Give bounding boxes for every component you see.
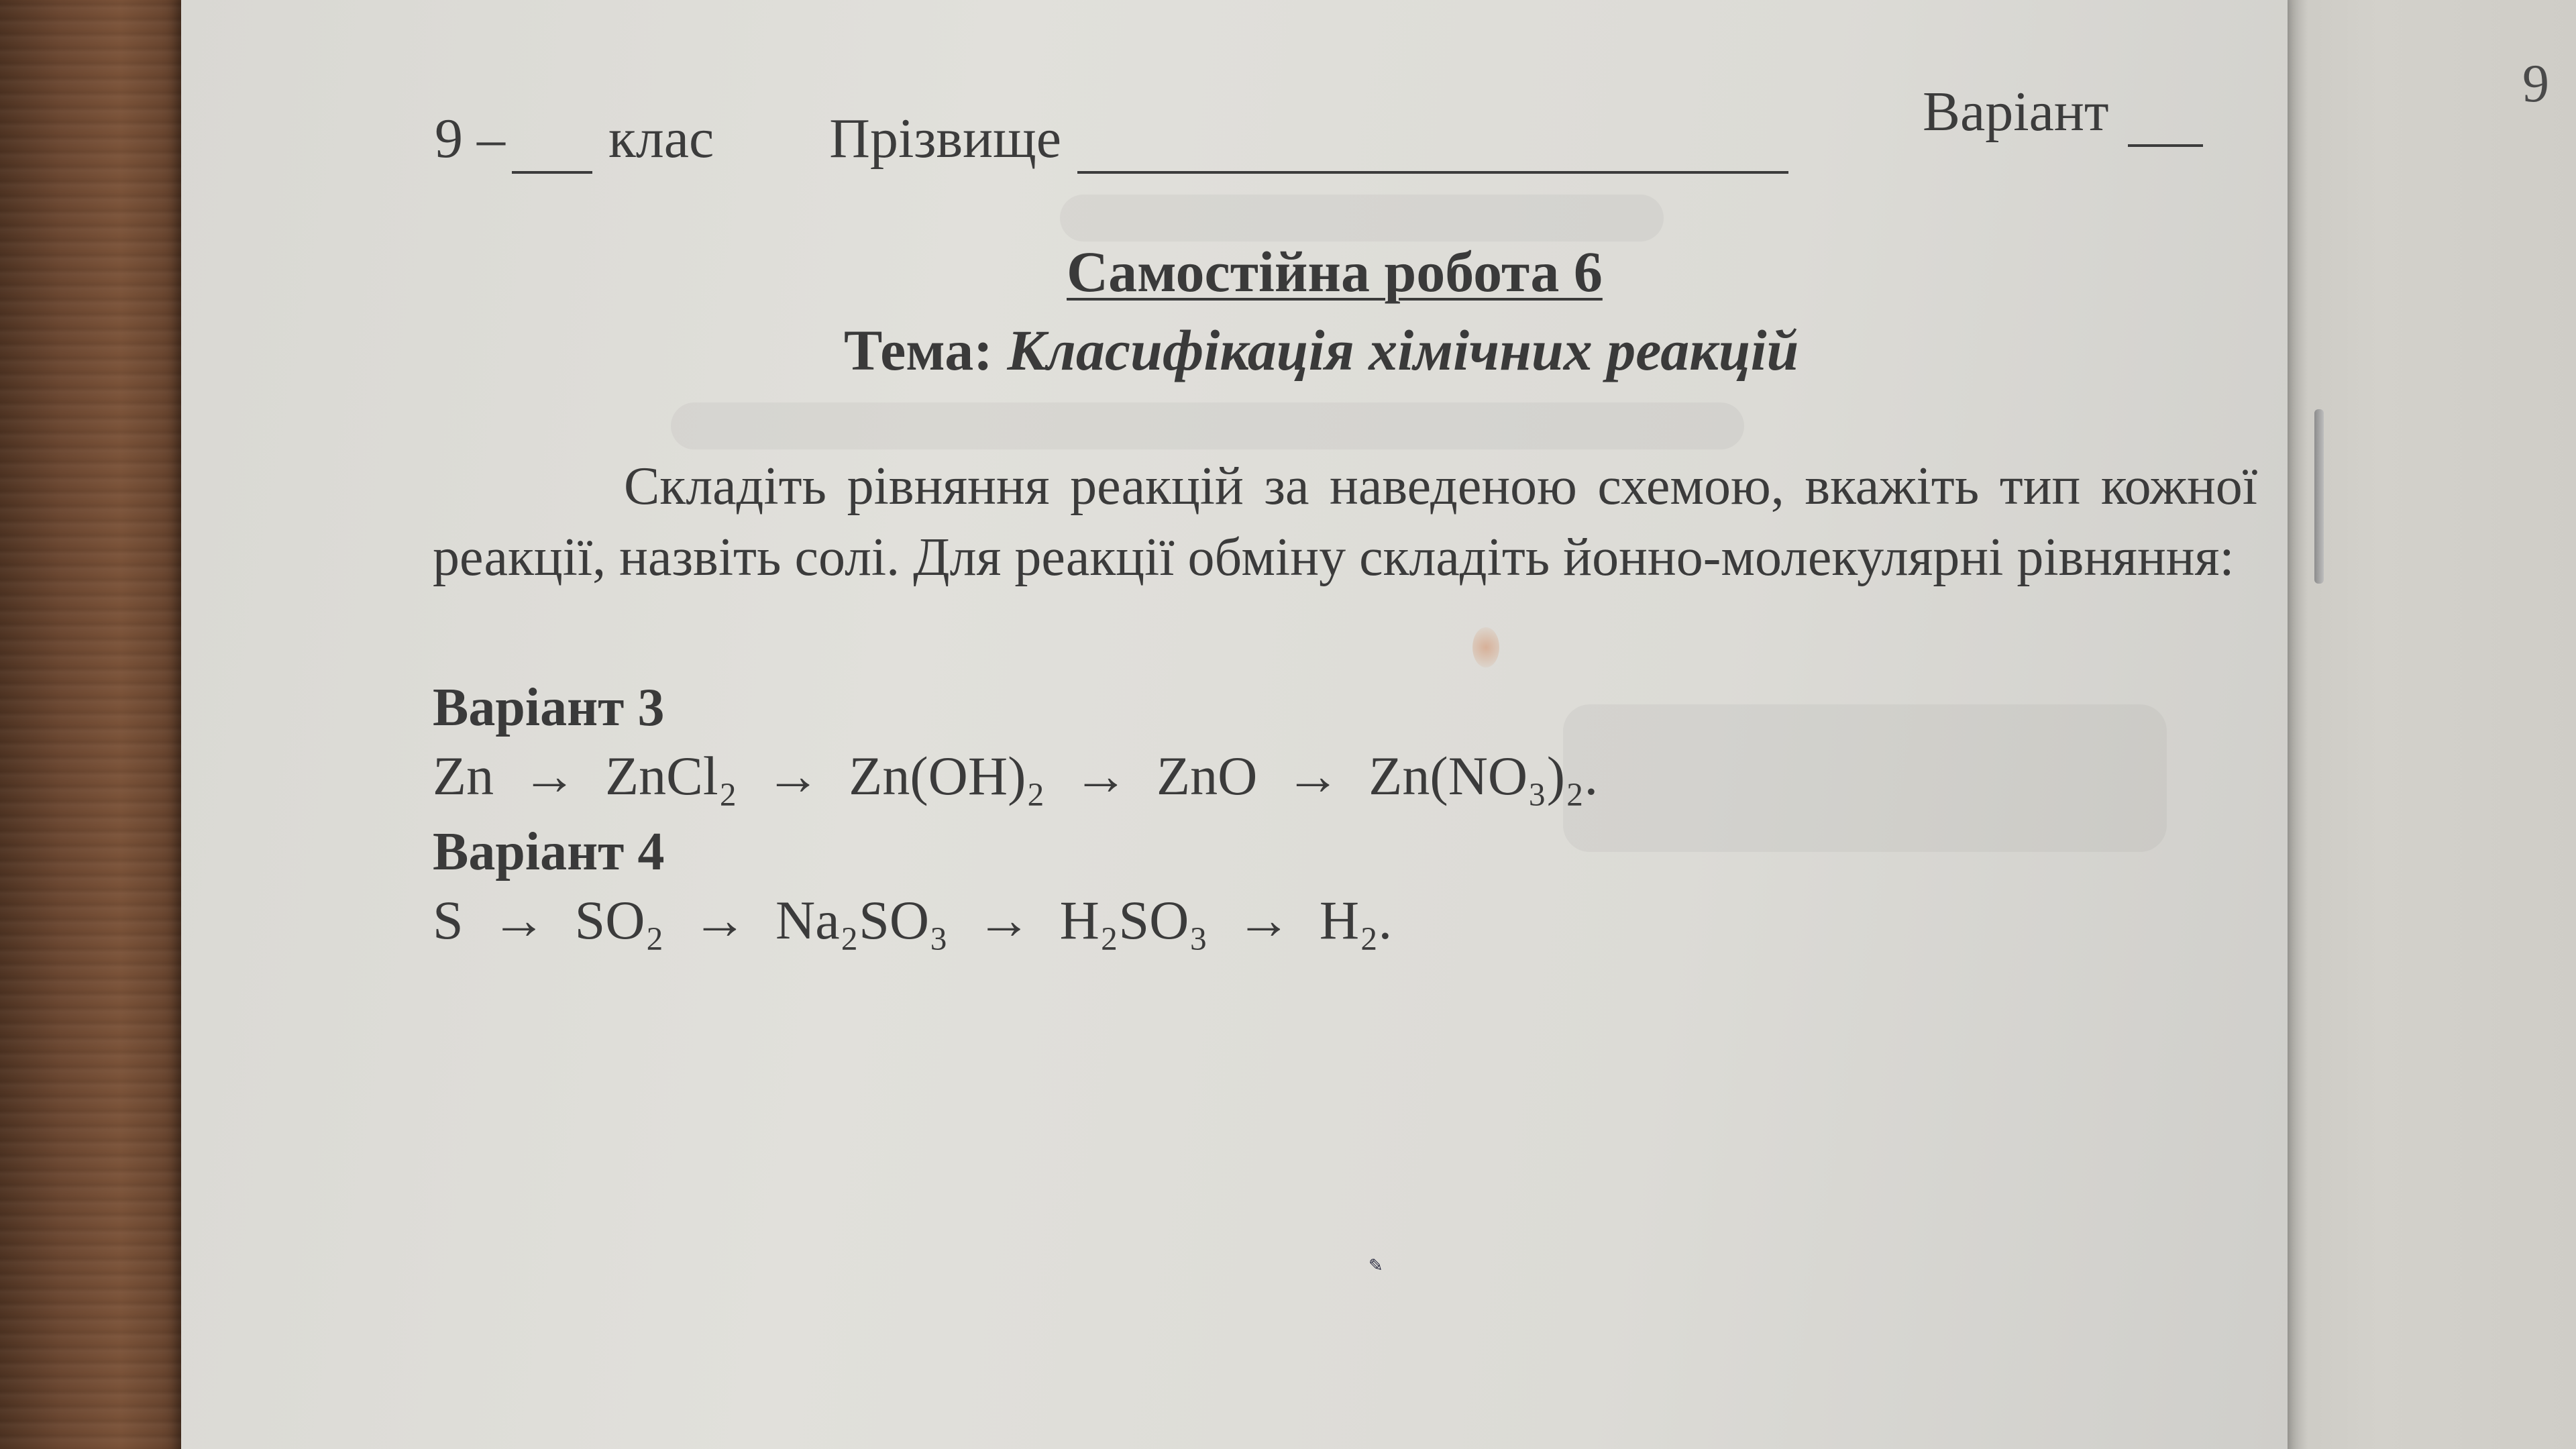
variant-3-heading: Варіант 3 [433, 678, 665, 737]
grade-prefix: 9 – [435, 107, 505, 170]
reaction-arrow-icon: → [1285, 745, 1341, 806]
reaction-arrow-icon: → [491, 890, 547, 951]
topic-label: Тема: [844, 318, 993, 382]
bleed-through-smudge [1563, 704, 2167, 852]
table-grain [0, 0, 201, 1449]
grade-word: клас [608, 107, 714, 170]
reaction-arrow-icon: → [522, 745, 578, 806]
variant-4-scheme: S → SO₂ → Na₂SO₃ → H₂SO₃ → H₂. [433, 890, 1393, 951]
reaction-arrow-icon: → [976, 890, 1032, 951]
reaction-arrow-icon: → [765, 745, 821, 806]
variant-blank[interactable] [2128, 79, 2203, 147]
binding-strip [2314, 409, 2324, 584]
surname-label: Прізвище [829, 107, 1062, 170]
topic-value: Класифікація хімічних реакцій [1007, 318, 1799, 382]
header-row [435, 106, 1788, 174]
variant-3-scheme: Zn → ZnCl₂ → Zn(OH)₂ → ZnO → Zn(NO₃)₂. [433, 745, 1599, 806]
back-sheet-page-number: 9 [2522, 54, 2549, 113]
variant-field [1923, 79, 2203, 147]
reaction-arrow-icon: → [692, 890, 748, 951]
pen-mark [1368, 1256, 1378, 1265]
bleed-through-smudge [1060, 195, 1664, 241]
surname-blank[interactable] [1077, 106, 1788, 174]
variant-4-heading: Варіант 4 [433, 822, 665, 881]
reaction-arrow-icon: → [1236, 890, 1291, 951]
instructions-paragraph: Складіть рівняння реакцій за наведеною схемою, вкажіть тип кожної реакції, назвіть солі. Для реакції обміну складіть йонно-молекулярні рівняння: [433, 457, 2257, 587]
page-title: Самостійна робота 6 [1067, 239, 1603, 304]
variant-label: Варіант [1923, 80, 2109, 143]
grade-blank[interactable] [512, 106, 592, 174]
paper-edge-shadow [2288, 0, 2308, 1449]
topic-line [844, 317, 1799, 384]
reaction-arrow-icon: → [1073, 745, 1128, 806]
paper-stain [1472, 627, 1499, 667]
bleed-through-smudge [671, 402, 1744, 449]
